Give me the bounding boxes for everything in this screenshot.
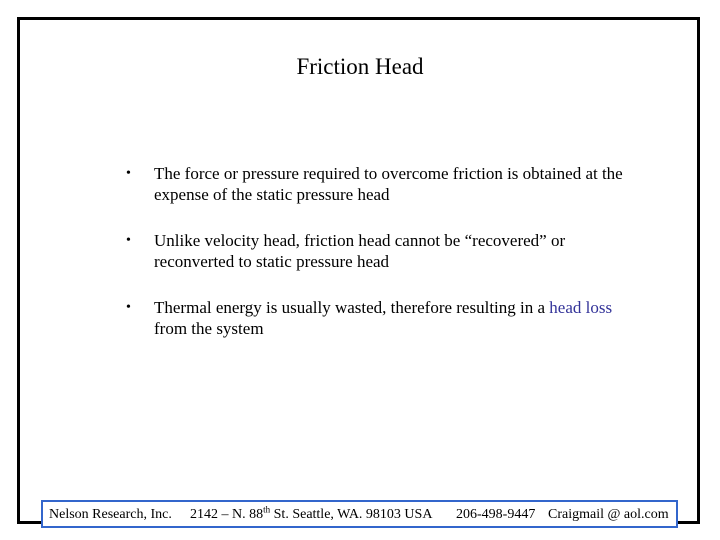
bullet-marker: • bbox=[126, 233, 131, 248]
footer-phone: 206-498-9447 bbox=[456, 507, 536, 522]
footer-email: Craigmail @ aol.com bbox=[548, 507, 669, 522]
bullet-text: Unlike velocity head, friction head cannot be “recovered” or reconverted to static pressure head bbox=[154, 231, 566, 271]
bullet-text-after: from the system bbox=[154, 319, 264, 338]
bullet-item-friction-force bbox=[0, 163, 634, 205]
footer-company: Nelson Research, Inc. bbox=[49, 507, 172, 522]
bullet-list bbox=[0, 163, 720, 364]
footer-bar bbox=[41, 500, 678, 528]
bullet-marker: • bbox=[126, 166, 131, 181]
bullet-text: The force or pressure required to overcome friction is obtained at the expense of the static pressure head bbox=[154, 164, 623, 204]
footer-address-superscript: th bbox=[263, 504, 271, 515]
footer-address-prefix: 2142 – N. 88 bbox=[190, 507, 264, 522]
bullet-item-head-loss bbox=[0, 297, 634, 339]
bullet-text-before: Thermal energy is usually wasted, therefore resulting in a bbox=[154, 298, 550, 317]
footer-address-suffix: St. Seattle, WA. 98103 USA bbox=[270, 507, 433, 522]
bullet-marker: • bbox=[126, 300, 131, 315]
head-loss-term: head loss bbox=[549, 298, 613, 317]
footer-address bbox=[190, 503, 432, 527]
bullet-item-not-recovered bbox=[0, 230, 634, 272]
slide-title: Friction Head bbox=[296, 54, 424, 79]
